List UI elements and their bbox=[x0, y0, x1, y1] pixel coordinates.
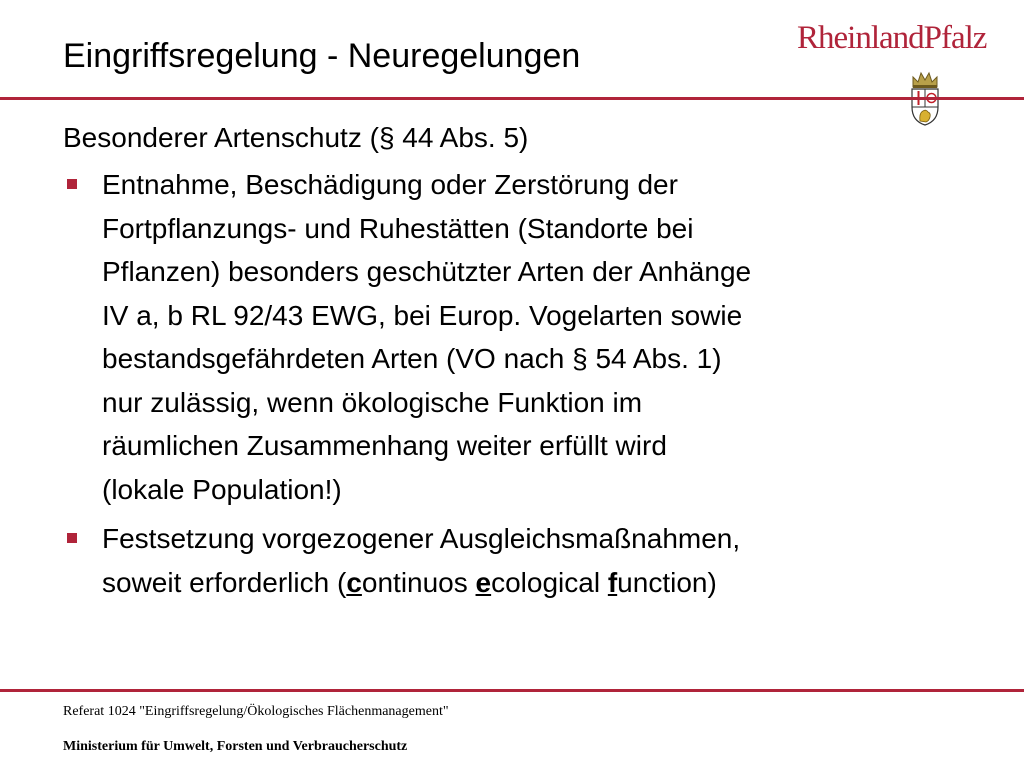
footer-referat: Referat 1024 "Eingriffsregelung/Ökologisches Flächenmanagement" bbox=[63, 704, 449, 719]
header-divider bbox=[0, 97, 1024, 100]
text-segment: unction) bbox=[617, 566, 717, 598]
square-bullet-icon bbox=[67, 179, 77, 189]
emphasis-letter: e bbox=[475, 566, 492, 598]
slide-content bbox=[63, 119, 973, 610]
text-segment: soweit erforderlich ( bbox=[102, 566, 347, 598]
bullet-text-line: Entnahme, Beschädigung oder Zerstörung der bbox=[102, 169, 678, 200]
text-segment: ontinuos bbox=[361, 566, 476, 598]
bullet-text-line: Festsetzung vorgezogener Ausgleichsmaßnahmen, bbox=[102, 523, 741, 554]
square-bullet-icon bbox=[67, 533, 77, 543]
bullet-text-line: Fortpflanzungs- und Ruhestätten (Standorte bei bbox=[102, 212, 694, 244]
bullet-text-line: (lokale Population!) bbox=[102, 473, 342, 505]
bullet-item bbox=[63, 517, 973, 604]
emphasis-letter: f bbox=[607, 566, 618, 598]
footer-divider bbox=[0, 689, 1024, 692]
bullet-text-line: bestandsgefährdeten Arten (VO nach § 54 Abs. 1) bbox=[102, 343, 722, 374]
section-subheading: Besonderer Artenschutz (§ 44 Abs. 5) bbox=[63, 122, 529, 153]
bullet-item bbox=[63, 163, 973, 511]
bullet-text-line bbox=[102, 561, 973, 605]
text-segment: cological bbox=[491, 566, 608, 598]
rheinland-pfalz-logo bbox=[797, 16, 997, 116]
bullet-text-line: Pflanzen) besonders geschützter Arten der Anhänge bbox=[102, 256, 752, 287]
emphasis-letter: c bbox=[346, 566, 362, 598]
bullet-text-line: IV a, b RL 92/43 EWG, bei Europ. Vogelarten sowie bbox=[102, 299, 743, 331]
bullet-text-line: räumlichen Zusammenhang weiter erfüllt wird bbox=[102, 430, 667, 461]
bullet-list bbox=[63, 163, 973, 604]
footer-ministry: Ministerium für Umwelt, Forsten und Verbraucherschutz bbox=[63, 739, 408, 754]
bullet-text-line: nur zulässig, wenn ökologische Funktion im bbox=[102, 386, 643, 418]
slide-title: Eingriffsregelung - Neuregelungen bbox=[63, 37, 581, 75]
logo-wordmark: RheinlandPfalz bbox=[797, 20, 987, 56]
